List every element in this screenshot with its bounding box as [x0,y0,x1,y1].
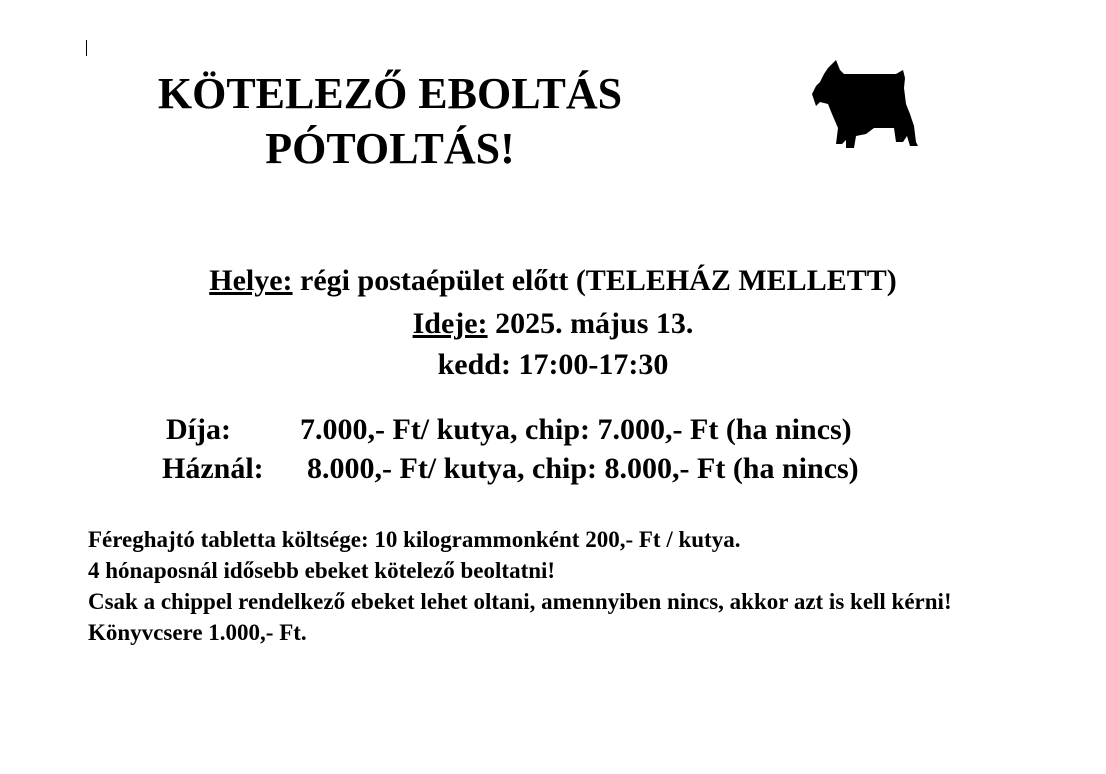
page-title [90,66,690,176]
note-age: 4 hónaposnál idősebb ebeket kötelező beoltatni! [88,558,556,583]
note-book-exchange: Könyvcsere 1.000,- Ft. [88,620,307,645]
price-label: Díja: [166,413,231,446]
price-row-fee [166,412,852,448]
price-value: 7.000,- Ft/ kutya, chip: 7.000,- Ft (ha nincs) [300,413,852,446]
note-chip: Csak a chippel rendelkező ebeket lehet oltani, amennyiben nincs, akkor azt is kell kérni! [88,589,952,614]
title-line-2: PÓTOLTÁS! [265,124,515,173]
scottish-terrier-icon [806,56,926,156]
time-line: kedd: 17:00-17:30 [437,348,669,381]
location-label: Helye: [209,264,293,297]
location-value: régi postaépület előtt (TELEHÁZ MELLETT) [292,264,897,297]
notes-block [88,524,1020,648]
title-line-1: KÖTELEZŐ EBOLTÁS [157,69,623,118]
date-value: 2025. május 13. [487,307,694,340]
price-label: Háznál: [162,452,264,485]
date-line [0,305,1106,343]
date-label: Ideje: [412,307,488,340]
location-line [0,262,1106,300]
price-value: 8.000,- Ft/ kutya, chip: 8.000,- Ft (ha nincs) [307,452,859,485]
note-deworming: Féreghajtó tabletta költsége: 10 kilogrammonként 200,- Ft / kutya. [88,527,741,552]
price-row-home [162,451,859,487]
text-cursor [86,40,87,56]
